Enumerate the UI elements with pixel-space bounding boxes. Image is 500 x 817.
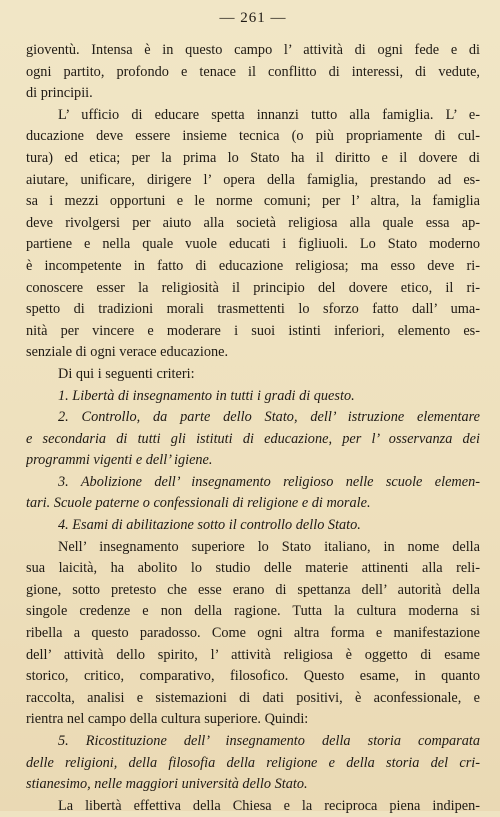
text-line: singole credenze e non della ragione. Tutta la cultura moderna si xyxy=(26,603,480,620)
page-number: — 261 — xyxy=(219,10,287,26)
text-line: tura) ed etica; per la prima lo Stato ha il diritto e il dovere di xyxy=(26,149,480,166)
text-line: nità per vincere e moderare i suoi istinti inferiori, elemento es- xyxy=(26,322,480,339)
text-line: conoscere esser la religiosità il principio del dovere etico, il ri- xyxy=(26,279,480,296)
text-line: gione, sotto pretesto che esse erano di spettanza dell’ autorità della xyxy=(26,581,480,598)
text-line: ducazione deve essere insieme tecnica (o più propriamente di cul- xyxy=(26,128,480,145)
text-line: ribella a questo paradosso. Come ogni altra forma e manifestazione xyxy=(26,625,480,642)
text-line: rientra nel campo della cultura superiore. Quindi: xyxy=(26,711,309,728)
text-line: delle religioni, della filosofia della religione e della storia del cri- xyxy=(26,754,480,771)
text-line: 5. Ricostituzione dell’ insegnamento della storia comparata xyxy=(58,733,480,749)
text-line: e secondaria di tutti gli istituti di educazione, per l’ osservanza dei xyxy=(26,430,480,447)
text-line: tari. Scuole paterne o confessionali di religione e di morale. xyxy=(26,495,371,512)
text-line: storico, critico, comparativo, filosofico. Questo esame, in quanto xyxy=(26,668,480,685)
text-line: sua laicità, ha abolito lo studio delle materie attinenti alla reli- xyxy=(26,560,480,577)
body-text xyxy=(26,40,480,817)
text-line: 3. Abolizione dell’ insegnamento religioso nelle scuole elemen- xyxy=(58,473,480,490)
text-line: 1. Libertà di insegnamento in tutti i gradi di questo. xyxy=(58,387,355,404)
text-line: L’ ufficio di educare spetta innanzi tutto alla famiglia. L’ e- xyxy=(58,106,480,123)
text-line: 2. Controllo, da parte dello Stato, dell’ istruzione elementare xyxy=(58,409,480,426)
text-line: La libertà effettiva della Chiesa e la reciproca piena indipen- xyxy=(58,797,480,814)
text-line: gioventù. Intensa è in questo campo l’ attività di ogni fede e di xyxy=(26,42,480,58)
text-line: programmi vigenti e dell’ igiene. xyxy=(26,452,213,469)
text-line: Di qui i seguenti criteri: xyxy=(58,365,195,382)
text-line: sa i mezzi opportuni e le norme comuni; per l’ altra, la famiglia xyxy=(26,193,480,210)
text-line: aiutare, unificare, dirigere l’ opera della famiglia, prestando ad es- xyxy=(26,171,480,188)
text-line: dell’ attività dello spirito, l’ attività religiosa è oggetto di esame xyxy=(26,646,480,663)
text-line: senziale di ogni verace educazione. xyxy=(26,344,229,361)
text-line: è incompetente in fatto di educazione religiosa; ma esso deve ri- xyxy=(26,257,480,274)
text-line: 4. Esami di abilitazione sotto il controllo dello Stato. xyxy=(58,517,361,534)
text-line: raccolta, analisi e sistemazioni di dati positivi, è aconfessionale, e xyxy=(26,689,480,706)
text-line: Nell’ insegnamento superiore lo Stato italiano, in nome della xyxy=(58,538,480,555)
text-line: stianesimo, nelle maggiori università dello Stato. xyxy=(26,776,308,793)
text-line: deve rivolgersi per aiuto alla società religiosa alla quale essa ap- xyxy=(26,214,480,231)
text-line: di principii. xyxy=(26,85,93,102)
text-line: ogni partito, profondo e tenace il conflitto di interessi, di vedute, xyxy=(26,63,480,80)
text-line: partiene e nella quale vuole educati i figliuoli. Lo Stato moderno xyxy=(26,236,480,253)
text-line: spetto di tradizioni morali trasmettenti lo sforzo fatto dall’ uma- xyxy=(26,301,480,318)
